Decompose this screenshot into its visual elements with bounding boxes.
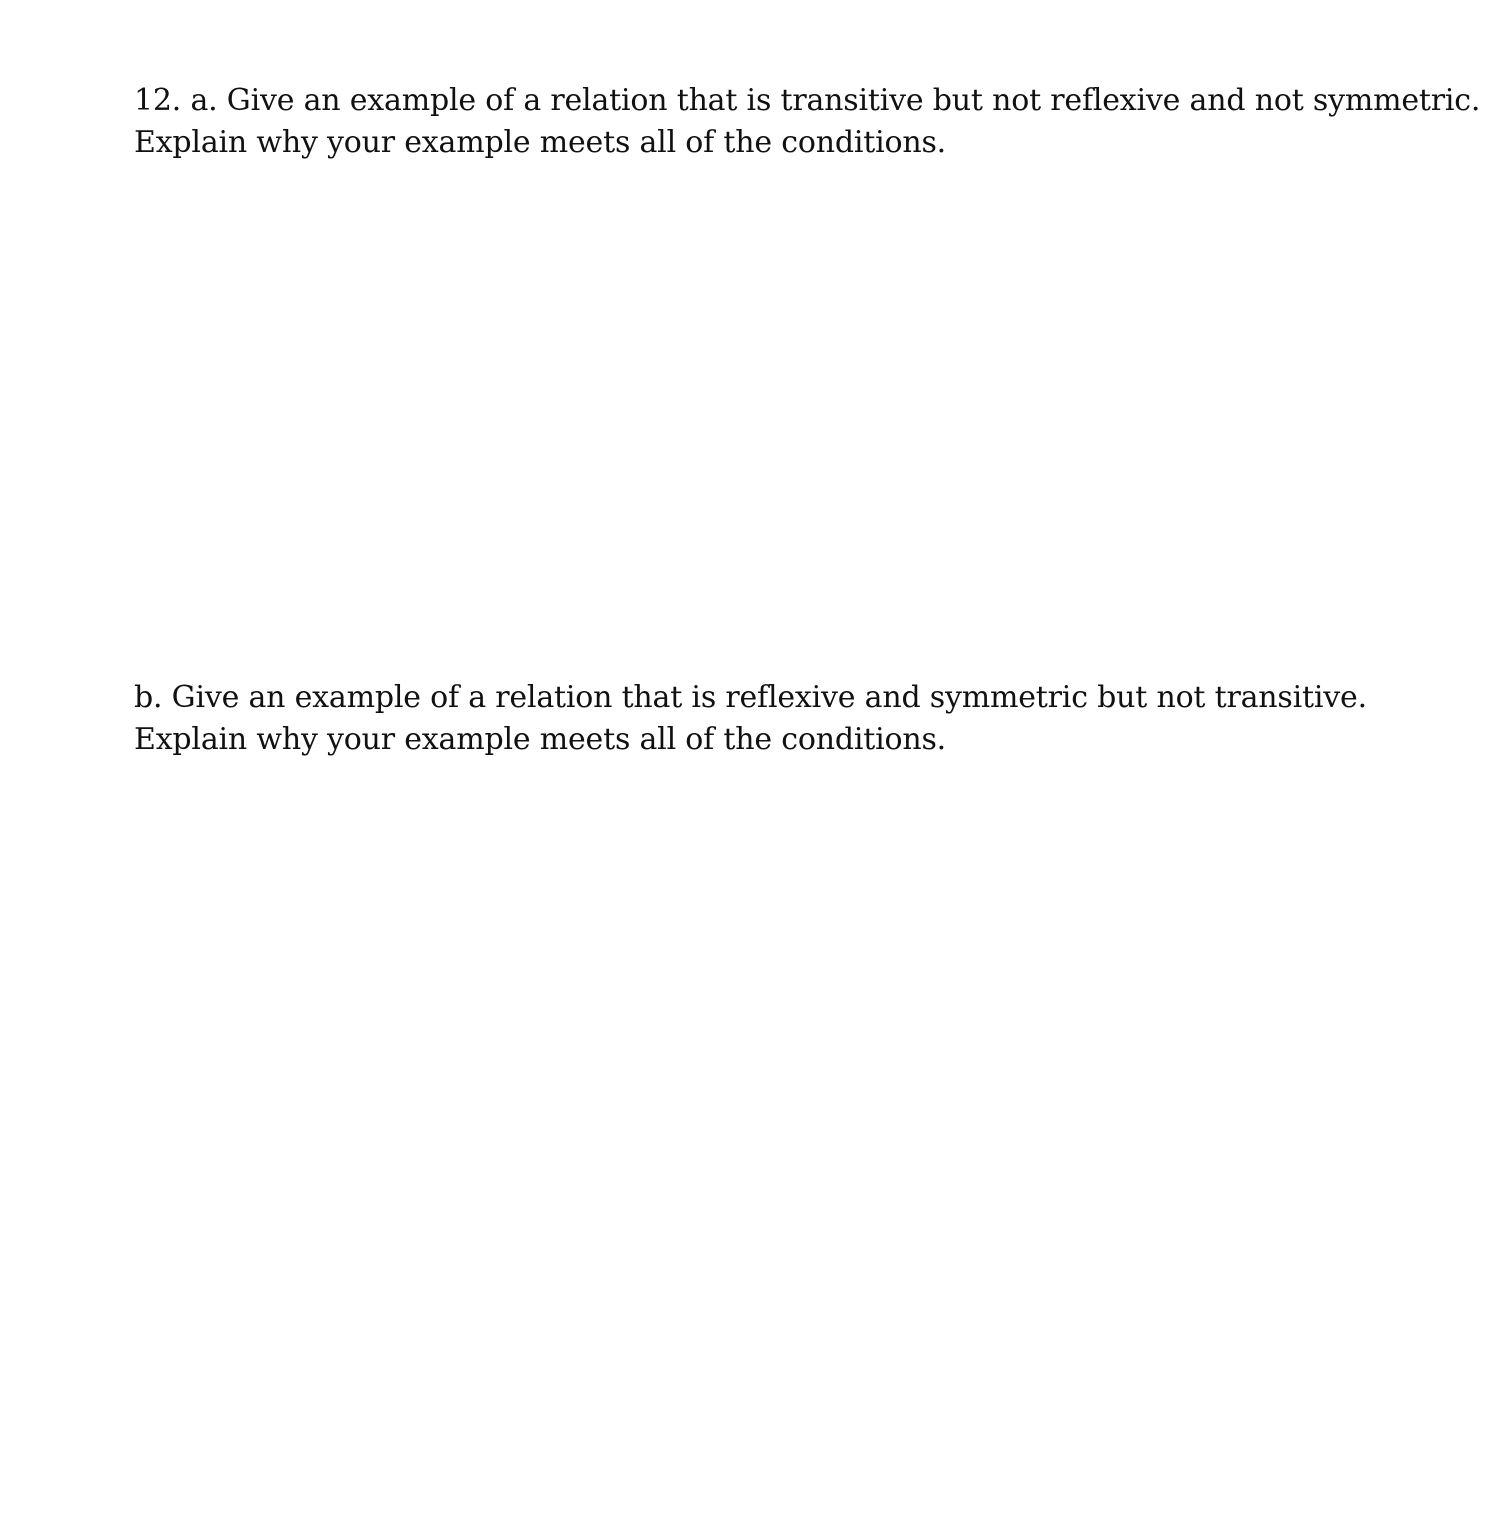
question-12a-instruction: Explain why your example meets all of the conditions. — [134, 125, 947, 160]
answer-space-12b — [134, 767, 1424, 1507]
question-12b-instruction: Explain why your example meets all of the conditions. — [134, 722, 947, 757]
answer-space-12a — [134, 170, 1424, 660]
question-12b-prompt: b. Give an example of a relation that is reflexive and symmetric but not transitive. — [134, 680, 1367, 715]
question-12a-prompt: 12. a. Give an example of a relation that is transitive but not reflexive and not symmetric. — [134, 83, 1481, 118]
